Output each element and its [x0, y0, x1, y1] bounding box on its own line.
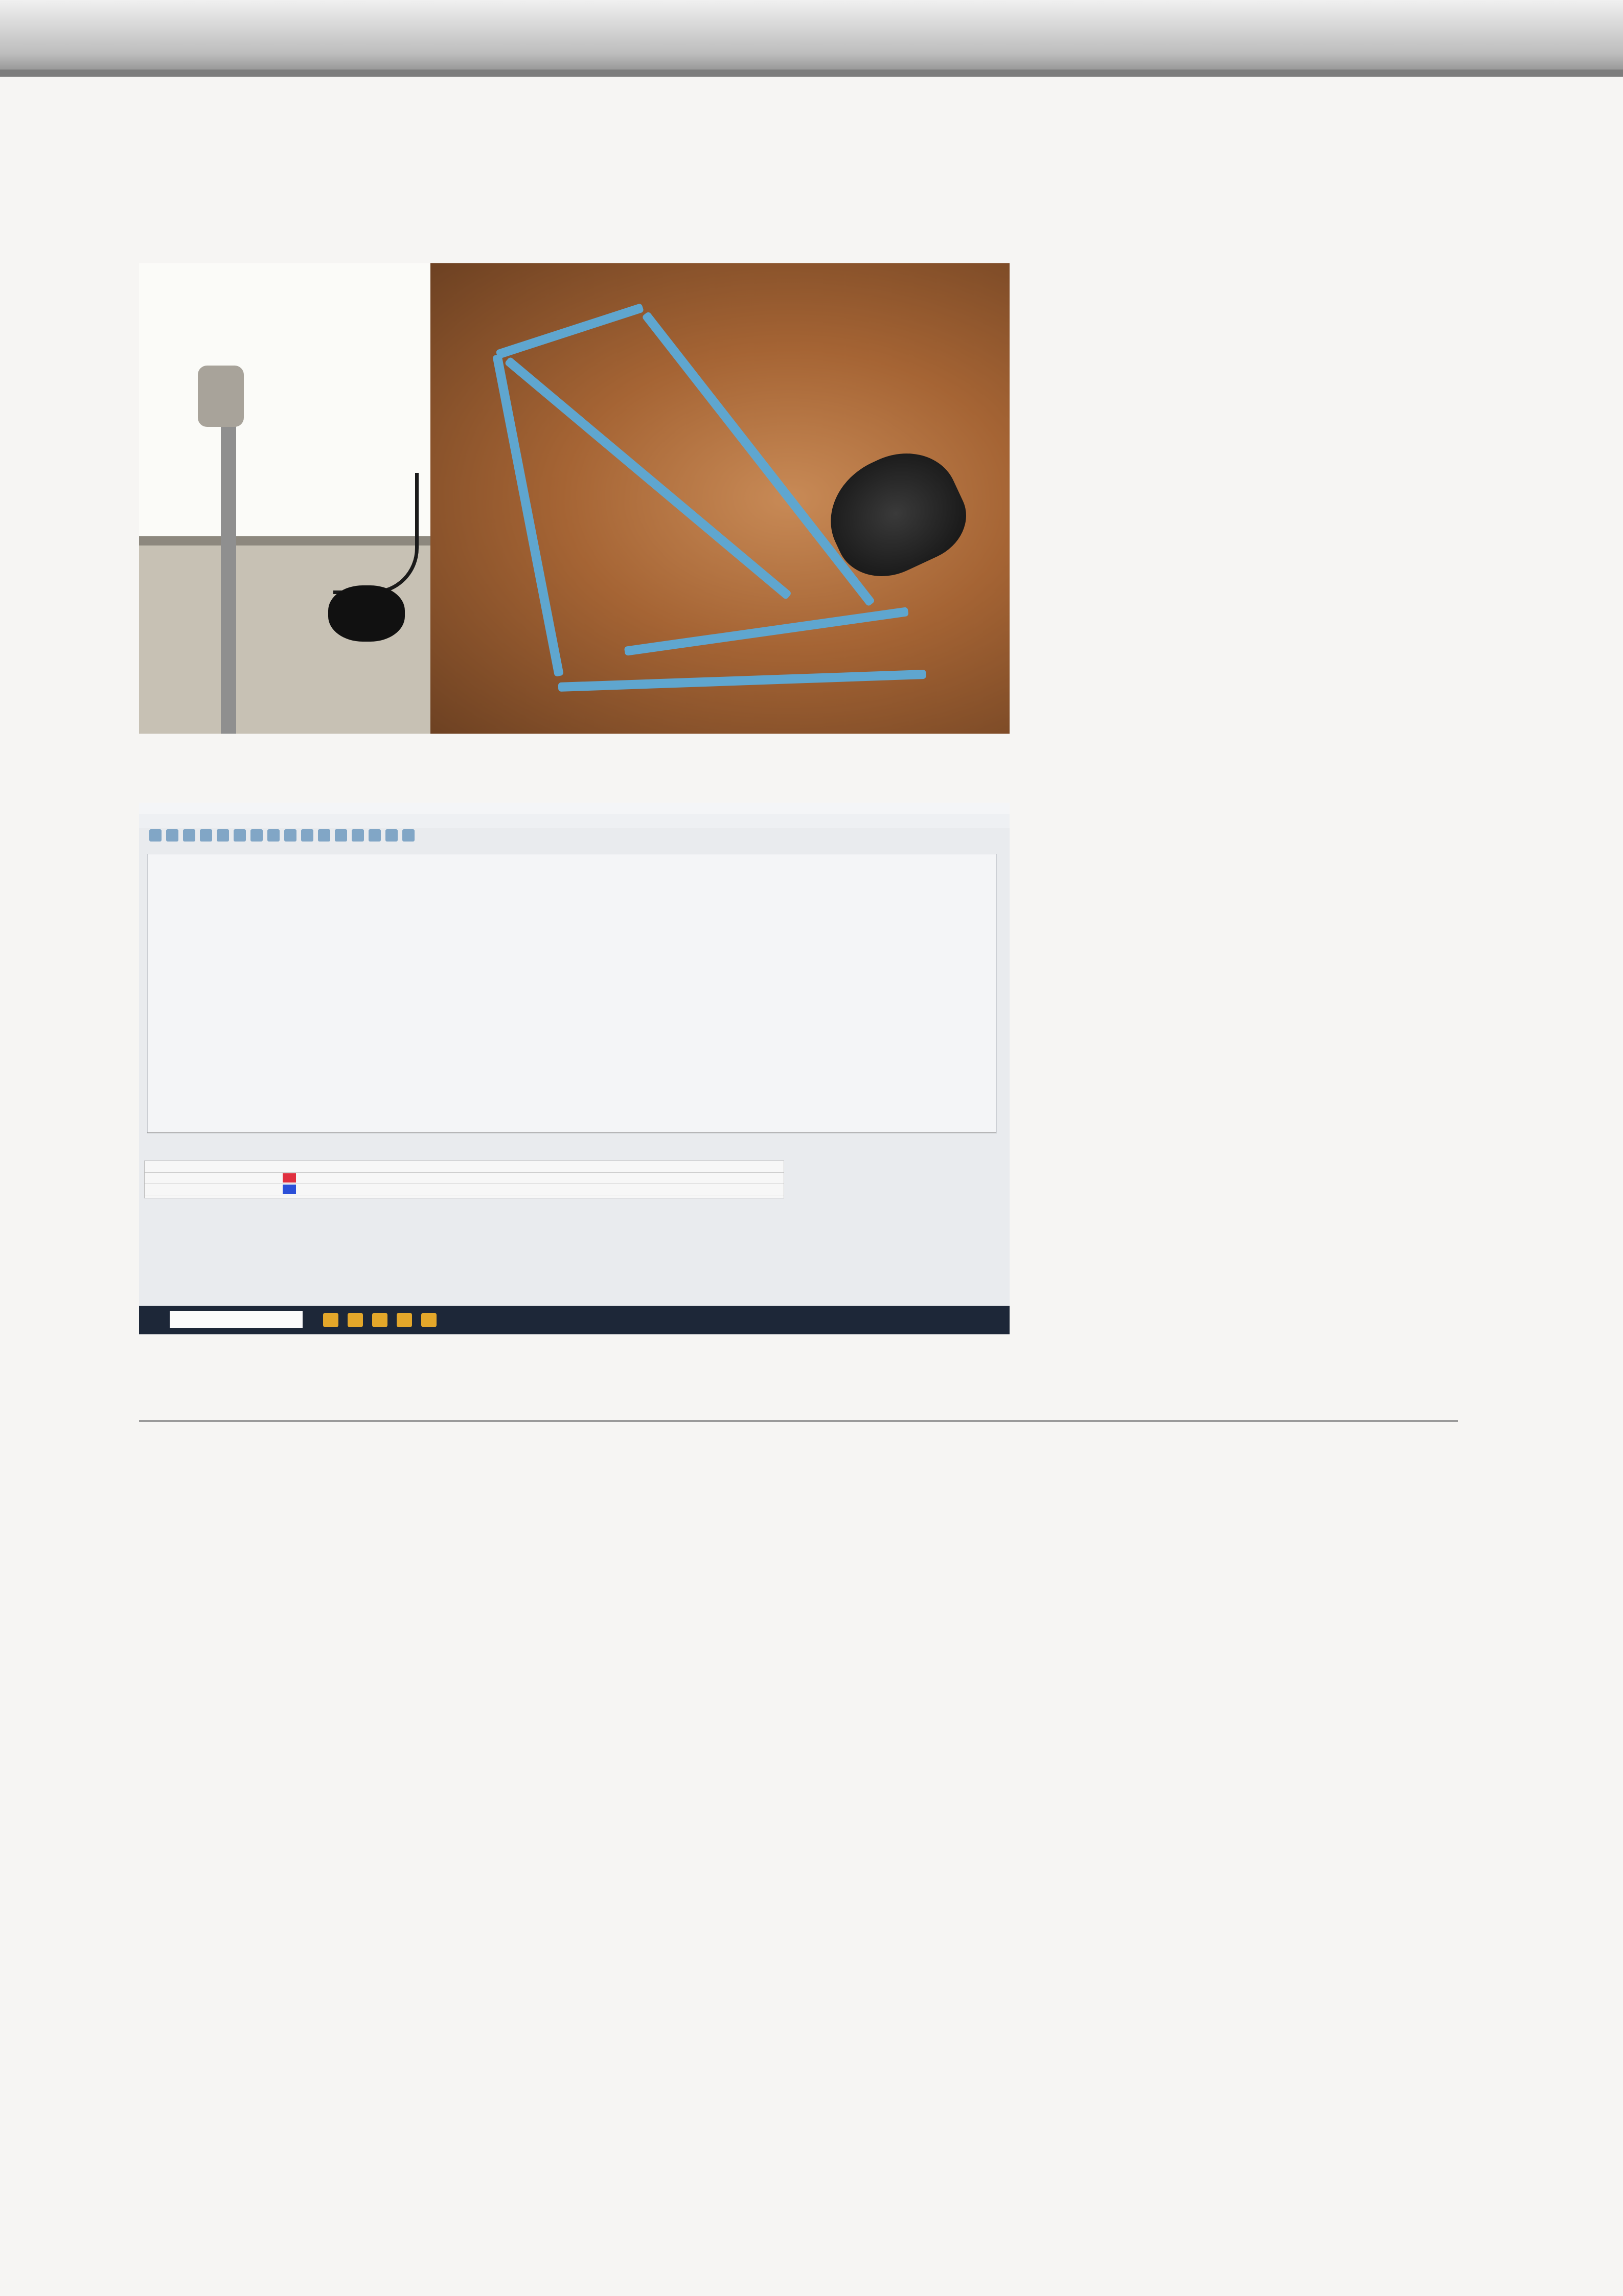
frame-bar — [504, 356, 792, 600]
channel-table — [144, 1161, 784, 1198]
chart-plot-area — [147, 854, 997, 1133]
page-footer — [1262, 2193, 1267, 2232]
cable-coil — [328, 585, 405, 642]
table-row — [145, 1184, 784, 1195]
figure8-photo-right — [430, 263, 1010, 734]
heading-7-2 — [139, 1514, 208, 1539]
figure9-screenshot — [139, 803, 1010, 1334]
figure8-photo-left — [139, 263, 430, 734]
frame-bar — [642, 311, 875, 606]
time-axis — [147, 1132, 996, 1142]
heading-7-3 — [139, 1957, 208, 1982]
os-taskbar — [139, 1306, 1010, 1334]
page-top-bar — [0, 0, 1623, 77]
window-menubar — [139, 814, 1010, 828]
taskbar-icons — [323, 1313, 437, 1327]
section-divider — [139, 1420, 1458, 1422]
heading-7-4 — [592, 1869, 661, 1893]
window-toolbar — [149, 829, 415, 845]
window-titlebar — [139, 803, 1010, 814]
sensor-cable — [333, 473, 419, 594]
series-swatch-red — [283, 1173, 296, 1183]
heading-7-5 — [592, 2045, 661, 2070]
protective-cover — [812, 435, 980, 593]
frame-bar — [495, 303, 644, 359]
table-row — [145, 1161, 784, 1173]
taskbar-search — [170, 1311, 303, 1328]
sensor-probe — [198, 366, 244, 427]
series-swatch-blue — [283, 1185, 296, 1194]
support-pole — [221, 422, 236, 734]
frame-bar — [558, 670, 926, 692]
chart-svg — [148, 854, 996, 1133]
table-row — [145, 1172, 784, 1184]
frame-bar — [624, 607, 909, 656]
